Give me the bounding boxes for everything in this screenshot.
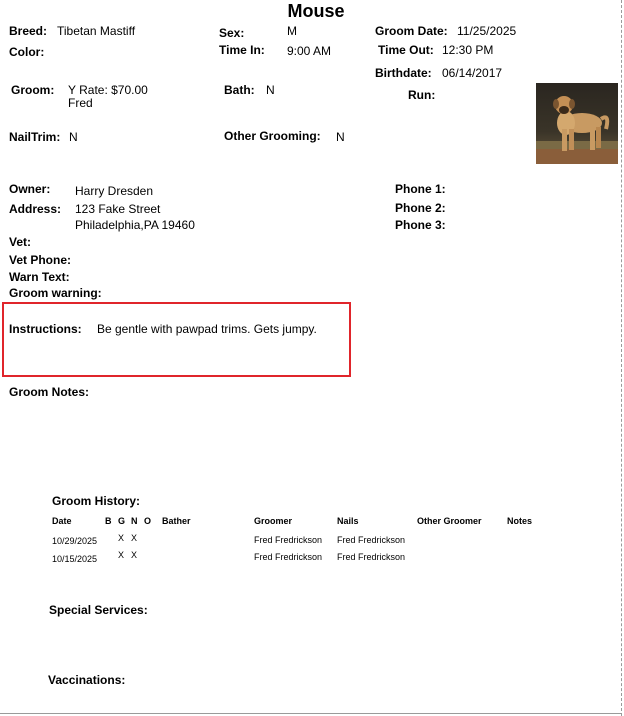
nail-trim-value: N <box>69 130 78 144</box>
other-grooming-label: Other Grooming: <box>224 129 321 143</box>
address-line2: Philadelphia,PA 19460 <box>75 218 195 232</box>
history-row-2-groomer: Fred Fredrickson <box>254 552 323 562</box>
color-label: Color: <box>9 45 45 59</box>
history-row-1-n: X <box>131 533 138 543</box>
history-row-1-groomer: Fred Fredrickson <box>254 535 323 545</box>
vet-label: Vet: <box>9 235 32 249</box>
breed-label: Breed: <box>9 24 48 38</box>
history-header-date: Date <box>52 516 72 526</box>
history-row-1-nails: Fred Fredrickson <box>337 535 406 545</box>
phone2-label: Phone 2: <box>395 201 446 215</box>
history-row-2-n: X <box>131 550 138 560</box>
groom-notes-label: Groom Notes: <box>9 385 90 399</box>
dog-photo-image <box>536 83 618 164</box>
run-label: Run: <box>408 88 436 102</box>
phone3-label: Phone 3: <box>395 218 446 232</box>
instructions-value: Be gentle with pawpad trims. Gets jumpy. <box>97 322 317 336</box>
history-row-1-g: X <box>118 533 125 543</box>
birthdate-label: Birthdate: <box>375 66 432 80</box>
dog-photo <box>536 83 618 164</box>
time-out-label: Time Out: <box>378 43 434 57</box>
history-row-2-nails: Fred Fredrickson <box>337 552 406 562</box>
history-header-b: B <box>105 516 112 526</box>
address-label: Address: <box>9 202 62 216</box>
history-header-bather: Bather <box>162 516 191 526</box>
history-header-notes: Notes <box>507 516 533 526</box>
history-header-g: G <box>118 516 126 526</box>
groom-history-label: Groom History: <box>52 494 141 508</box>
address-line1: 123 Fake Street <box>75 202 161 216</box>
groom-label: Groom: <box>11 83 55 97</box>
groom-rate-value: Y Rate: $70.00 <box>68 83 148 97</box>
history-row-2-date: 10/15/2025 <box>52 554 98 564</box>
breed-value: Tibetan Mastiff <box>57 24 136 38</box>
bath-value: N <box>266 83 275 97</box>
sex-value: M <box>287 24 297 38</box>
history-header-groomer: Groomer <box>254 516 293 526</box>
instructions-label: Instructions: <box>9 322 82 336</box>
history-header-n: N <box>131 516 138 526</box>
time-in-label: Time In: <box>219 43 265 57</box>
groom-date-label: Groom Date: <box>375 24 448 38</box>
groom-warning-label: Groom warning: <box>9 286 102 300</box>
owner-value: Harry Dresden <box>75 184 154 198</box>
page-edge-right <box>621 0 622 716</box>
groomer-value: Fred <box>68 96 93 110</box>
time-in-value: 9:00 AM <box>287 44 332 58</box>
history-header-nails: Nails <box>337 516 359 526</box>
birthdate-value: 06/14/2017 <box>442 66 503 80</box>
vet-phone-label: Vet Phone: <box>9 253 72 267</box>
history-header-o: O <box>144 516 152 526</box>
owner-label: Owner: <box>9 182 51 196</box>
sex-label: Sex: <box>219 26 245 40</box>
instructions-highlight-box <box>2 302 351 377</box>
other-grooming-value: N <box>336 130 345 144</box>
time-out-value: 12:30 PM <box>442 43 494 57</box>
page-edge-bottom <box>0 713 621 714</box>
bath-label: Bath: <box>224 83 255 97</box>
history-header-other-groomer: Other Groomer <box>417 516 482 526</box>
phone1-label: Phone 1: <box>395 182 446 196</box>
groom-date-value: 11/25/2025 <box>457 24 517 38</box>
warn-text-label: Warn Text: <box>9 270 70 284</box>
pet-name-title: Mouse <box>287 1 345 21</box>
nail-trim-label: NailTrim: <box>9 130 61 144</box>
vaccinations-label: Vaccinations: <box>48 673 126 687</box>
history-row-2-g: X <box>118 550 125 560</box>
special-services-label: Special Services: <box>49 603 148 617</box>
history-row-1-date: 10/29/2025 <box>52 536 98 546</box>
